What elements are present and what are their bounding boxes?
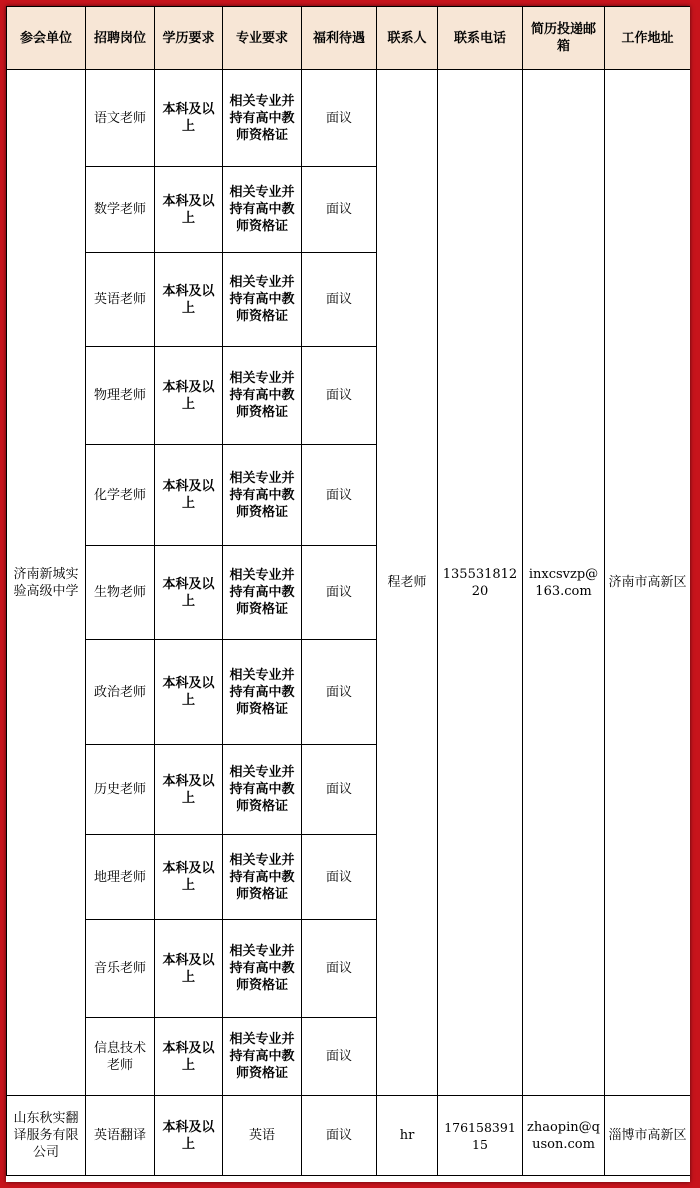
position-title: 政治老师 bbox=[86, 640, 155, 745]
major-requirement: 相关专业并持有高中教师资格证 bbox=[223, 745, 302, 835]
education-requirement: 本科及以上 bbox=[155, 1096, 223, 1176]
header-major: 专业要求 bbox=[223, 7, 302, 70]
contact-phone: 13553181220 bbox=[438, 70, 523, 1096]
contact-person: hr bbox=[377, 1096, 438, 1176]
education-requirement: 本科及以上 bbox=[155, 745, 223, 835]
benefits: 面议 bbox=[302, 253, 377, 347]
header-education: 学历要求 bbox=[155, 7, 223, 70]
benefits: 面议 bbox=[302, 745, 377, 835]
education-requirement: 本科及以上 bbox=[155, 546, 223, 640]
position-title: 化学老师 bbox=[86, 445, 155, 546]
benefits: 面议 bbox=[302, 347, 377, 445]
company-name: 山东秋实翻译服务有限公司 bbox=[7, 1096, 86, 1176]
education-requirement: 本科及以上 bbox=[155, 167, 223, 253]
education-requirement: 本科及以上 bbox=[155, 445, 223, 546]
contact-phone: 17615839115 bbox=[438, 1096, 523, 1176]
header-phone: 联系电话 bbox=[438, 7, 523, 70]
major-requirement: 相关专业并持有高中教师资格证 bbox=[223, 445, 302, 546]
benefits: 面议 bbox=[302, 1096, 377, 1176]
position-title: 数学老师 bbox=[86, 167, 155, 253]
resume-email: inxcsvzp@163.com bbox=[523, 70, 605, 1096]
major-requirement: 相关专业并持有高中教师资格证 bbox=[223, 167, 302, 253]
position-title: 信息技术老师 bbox=[86, 1018, 155, 1096]
header-company: 参会单位 bbox=[7, 7, 86, 70]
education-requirement: 本科及以上 bbox=[155, 920, 223, 1018]
header-row bbox=[7, 7, 691, 70]
header-contact: 联系人 bbox=[377, 7, 438, 70]
position-title: 英语翻译 bbox=[86, 1096, 155, 1176]
header-benefits: 福利待遇 bbox=[302, 7, 377, 70]
header-email: 简历投递邮箱 bbox=[523, 7, 605, 70]
recruitment-table bbox=[6, 6, 690, 1176]
major-requirement: 相关专业并持有高中教师资格证 bbox=[223, 1018, 302, 1096]
education-requirement: 本科及以上 bbox=[155, 1018, 223, 1096]
education-requirement: 本科及以上 bbox=[155, 70, 223, 167]
position-title: 物理老师 bbox=[86, 347, 155, 445]
benefits: 面议 bbox=[302, 70, 377, 167]
major-requirement: 相关专业并持有高中教师资格证 bbox=[223, 546, 302, 640]
benefits: 面议 bbox=[302, 835, 377, 920]
page-frame bbox=[6, 6, 690, 1182]
benefits: 面议 bbox=[302, 640, 377, 745]
benefits: 面议 bbox=[302, 445, 377, 546]
position-title: 英语老师 bbox=[86, 253, 155, 347]
table-row bbox=[7, 70, 691, 167]
work-address: 济南市高新区 bbox=[605, 70, 691, 1096]
header-address: 工作地址 bbox=[605, 7, 691, 70]
education-requirement: 本科及以上 bbox=[155, 253, 223, 347]
benefits: 面议 bbox=[302, 920, 377, 1018]
resume-email: zhaopin@quson.com bbox=[523, 1096, 605, 1176]
education-requirement: 本科及以上 bbox=[155, 347, 223, 445]
major-requirement: 相关专业并持有高中教师资格证 bbox=[223, 347, 302, 445]
benefits: 面议 bbox=[302, 1018, 377, 1096]
benefits: 面议 bbox=[302, 167, 377, 253]
position-title: 语文老师 bbox=[86, 70, 155, 167]
major-requirement: 相关专业并持有高中教师资格证 bbox=[223, 70, 302, 167]
major-requirement: 英语 bbox=[223, 1096, 302, 1176]
company-name: 济南新城实验高级中学 bbox=[7, 70, 86, 1096]
education-requirement: 本科及以上 bbox=[155, 640, 223, 745]
work-address: 淄博市高新区 bbox=[605, 1096, 691, 1176]
contact-person: 程老师 bbox=[377, 70, 438, 1096]
header-position: 招聘岗位 bbox=[86, 7, 155, 70]
benefits: 面议 bbox=[302, 546, 377, 640]
education-requirement: 本科及以上 bbox=[155, 835, 223, 920]
position-title: 生物老师 bbox=[86, 546, 155, 640]
table-row bbox=[7, 1096, 691, 1176]
major-requirement: 相关专业并持有高中教师资格证 bbox=[223, 835, 302, 920]
position-title: 历史老师 bbox=[86, 745, 155, 835]
position-title: 地理老师 bbox=[86, 835, 155, 920]
position-title: 音乐老师 bbox=[86, 920, 155, 1018]
major-requirement: 相关专业并持有高中教师资格证 bbox=[223, 253, 302, 347]
major-requirement: 相关专业并持有高中教师资格证 bbox=[223, 920, 302, 1018]
major-requirement: 相关专业并持有高中教师资格证 bbox=[223, 640, 302, 745]
